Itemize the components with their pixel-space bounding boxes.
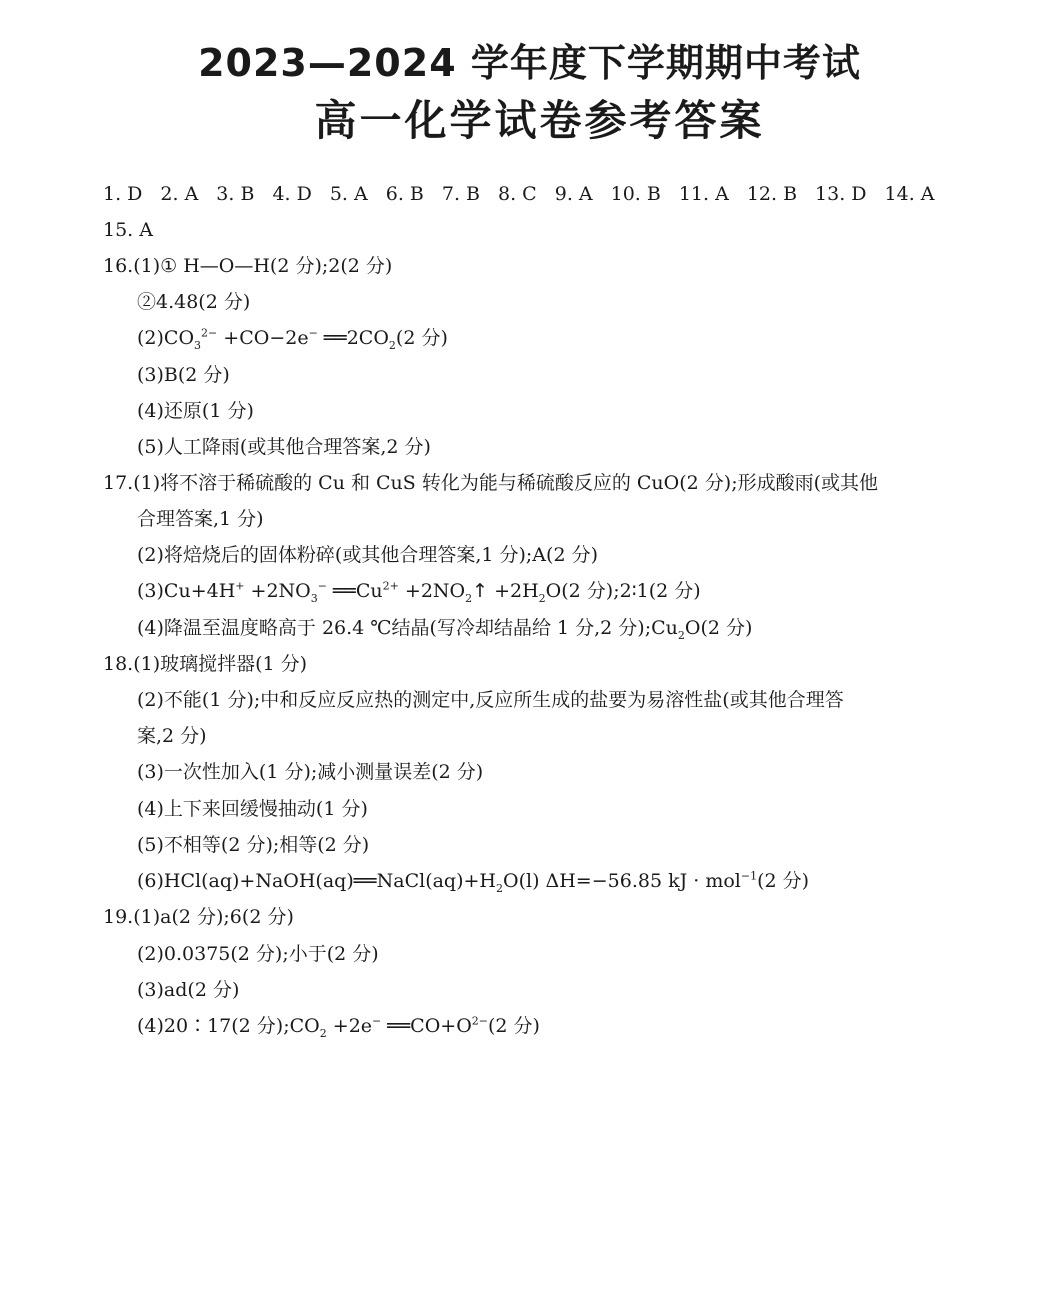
q16-part3: (3)B(2 分)	[137, 364, 230, 386]
q18-part5: (5)不相等(2 分);相等(2 分)	[137, 834, 370, 856]
mc-answer: 1. D	[103, 183, 143, 205]
mc-answer: 7. B	[441, 183, 481, 205]
answer-key-title: 高一化学试卷参考答案	[314, 96, 765, 145]
q19-part1: 19.(1)a(2 分);6(2 分)	[103, 906, 294, 928]
mc-answer: 12. B	[746, 183, 798, 205]
mc-answer: 4. D	[272, 183, 312, 205]
q17-part2: (2)将焙烧后的固体粉碎(或其他合理答案,1 分);A(2 分)	[137, 544, 598, 566]
q17-part1a: 17.(1)将不溶于稀硫酸的 Cu 和 CuS 转化为能与稀硫酸反应的 CuO(2 分);形成酸雨(或其他	[103, 472, 879, 494]
q16-part4: (4)还原(1 分)	[137, 400, 254, 422]
mc-answer: 15. A	[103, 219, 153, 241]
q18-part3: (3)一次性加入(1 分);减小测量误差(2 分)	[137, 761, 484, 783]
gas-arrow-icon: ↑	[472, 580, 489, 602]
q18-part6: $(6)HCl(aq)+NaOH(aq)══NaCl(aq)+H_2O(l)$ ΔH=−56.85 kJ · mol$^{-1}$(2 分)	[137, 869, 810, 895]
mc-answer: 2. A	[160, 183, 199, 205]
q17-part3: $(3)Cu+4H^+ +2NO_3^-$ $══Cu^{2+}$ $+2NO_2↑ +2H_2O(2$ 分);2∶1(2 分)	[137, 579, 701, 605]
q16-part2: $(2)CO_3^{2-} +CO-2e^-$ $══2CO_2(2$ 分)	[137, 326, 448, 352]
mc-answer: 5. A	[329, 183, 368, 205]
q16-part1b: ②4.48(2 分)	[137, 291, 251, 313]
mc-answer: 14. A	[884, 183, 935, 205]
q16-part1a: 16.(1)① H—O—H(2 分);2(2 分)	[103, 255, 393, 277]
q18-part1: 18.(1)玻璃搅拌器(1 分)	[103, 653, 308, 675]
q19-part2: (2)0.0375(2 分);小于(2 分)	[137, 943, 379, 965]
q17-part4: (4)降温至温度略高于 26.4 ℃结晶(写冷却结晶给 1 分,2 分)$;Cu_2O(2$ 分)	[137, 617, 753, 642]
q18-part4: (4)上下来回缓慢抽动(1 分)	[137, 798, 368, 820]
q18-part2b: 案,2 分)	[137, 725, 207, 747]
q19-part4: (4)20∶17(2 分)$;CO_2 +2e^-$ $══CO+O^{2-}(2$ 分)	[137, 1014, 540, 1040]
mc-answer: 11. A	[678, 183, 729, 205]
q16-part5: (5)人工降雨(或其他合理答案,2 分)	[137, 436, 431, 458]
mc-answer: 8. C	[498, 183, 537, 205]
mc-answer-row	[103, 182, 935, 206]
q19-part3: (3)ad(2 分)	[137, 979, 240, 1001]
mc-answer: 9. A	[554, 183, 593, 205]
exam-title: 2023—2024 学年度下学期期中考试	[198, 41, 861, 85]
mc-answer: 6. B	[385, 183, 424, 205]
mc-answer: 13. D	[815, 183, 867, 205]
mc-answer: 3. B	[216, 183, 255, 205]
q17-part1b: 合理答案,1 分)	[137, 508, 264, 530]
mc-answer: 10. B	[610, 183, 661, 205]
q18-part2a: (2)不能(1 分);中和反应反应热的测定中,反应所生成的盐要为易溶性盐(或其他合理答	[137, 689, 844, 711]
